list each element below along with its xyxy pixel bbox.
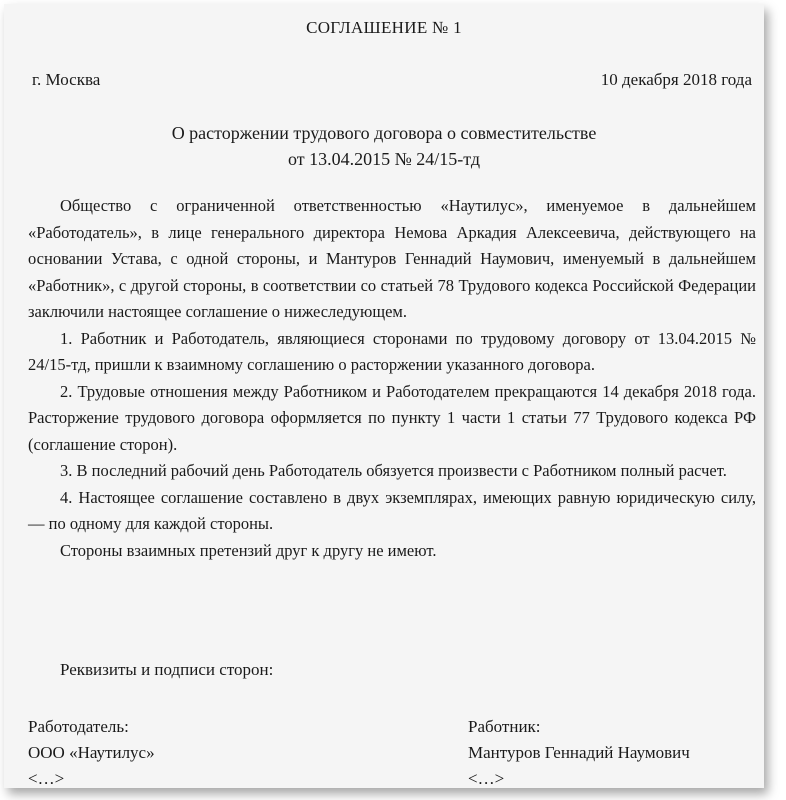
closing-paragraph: Стороны взаимных претензий друг к другу не имеют. <box>60 540 437 560</box>
employer-signature: <…> <box>28 769 65 788</box>
clause-1: 1. Работник и Работодатель, являющиеся сторонами по трудовому договору от 13.04.2015 № 24/15-тд, пришли к взаимному соглашению о расторжении указанного договора. <box>28 328 756 374</box>
intro-paragraph: Общество с ограниченной ответственностью «Наутилус», именуемое в дальнейшем «Работодатель», в лице генерального директора Немова Аркадия Алексеевича, действующего на основании Устава, с одной стороны, и Мантуров Геннадий Наумович, именуемый в дальнейшем «Работник», с другой стороны, в соответствии со статьей 78 Трудового кодекса Российской Федерации заключили настоящее соглашение о нижеследующем. <box>28 196 756 321</box>
clause-4: 4. Настоящее соглашение составлено в двух экземплярах, имеющих равную юридическую силу, — по одному для каждой стороны. <box>28 487 756 533</box>
document-subject <box>4 120 764 172</box>
requisites-heading: Реквизиты и подписи сторон: <box>60 660 274 679</box>
employer-block <box>28 714 155 792</box>
employee-name: Мантуров Геннадий Наумович <box>468 743 690 762</box>
document-date: 10 декабря 2018 года <box>600 70 752 89</box>
employer-name: ООО «Наутилус» <box>28 743 155 762</box>
employee-signature: <…> <box>468 769 505 788</box>
employee-block <box>468 714 690 792</box>
city: г. Москва <box>32 70 101 89</box>
document-sheet <box>4 4 764 788</box>
clause-2: 2. Трудовые отношения между Работником и Работодателем прекращаются 14 декабря 2018 года. Расторжение трудового договора оформляется по пункту 1 части 1 статьи 77 Трудового кодекса РФ (соглашение сторон). <box>28 381 756 454</box>
document-title: СОГЛАШЕНИЕ № 1 <box>306 18 462 37</box>
employee-label: Работник: <box>468 717 541 736</box>
document-body <box>28 193 756 564</box>
subject-line-1: О расторжении трудового договора о совместительстве <box>171 123 597 143</box>
employer-label: Работодатель: <box>28 717 129 736</box>
subject-line-2: от 13.04.2015 № 24/15-тд <box>287 149 481 169</box>
clause-3: 3. В последний рабочий день Работодатель обязуется произвести с Работником полный расчет. <box>60 461 727 480</box>
